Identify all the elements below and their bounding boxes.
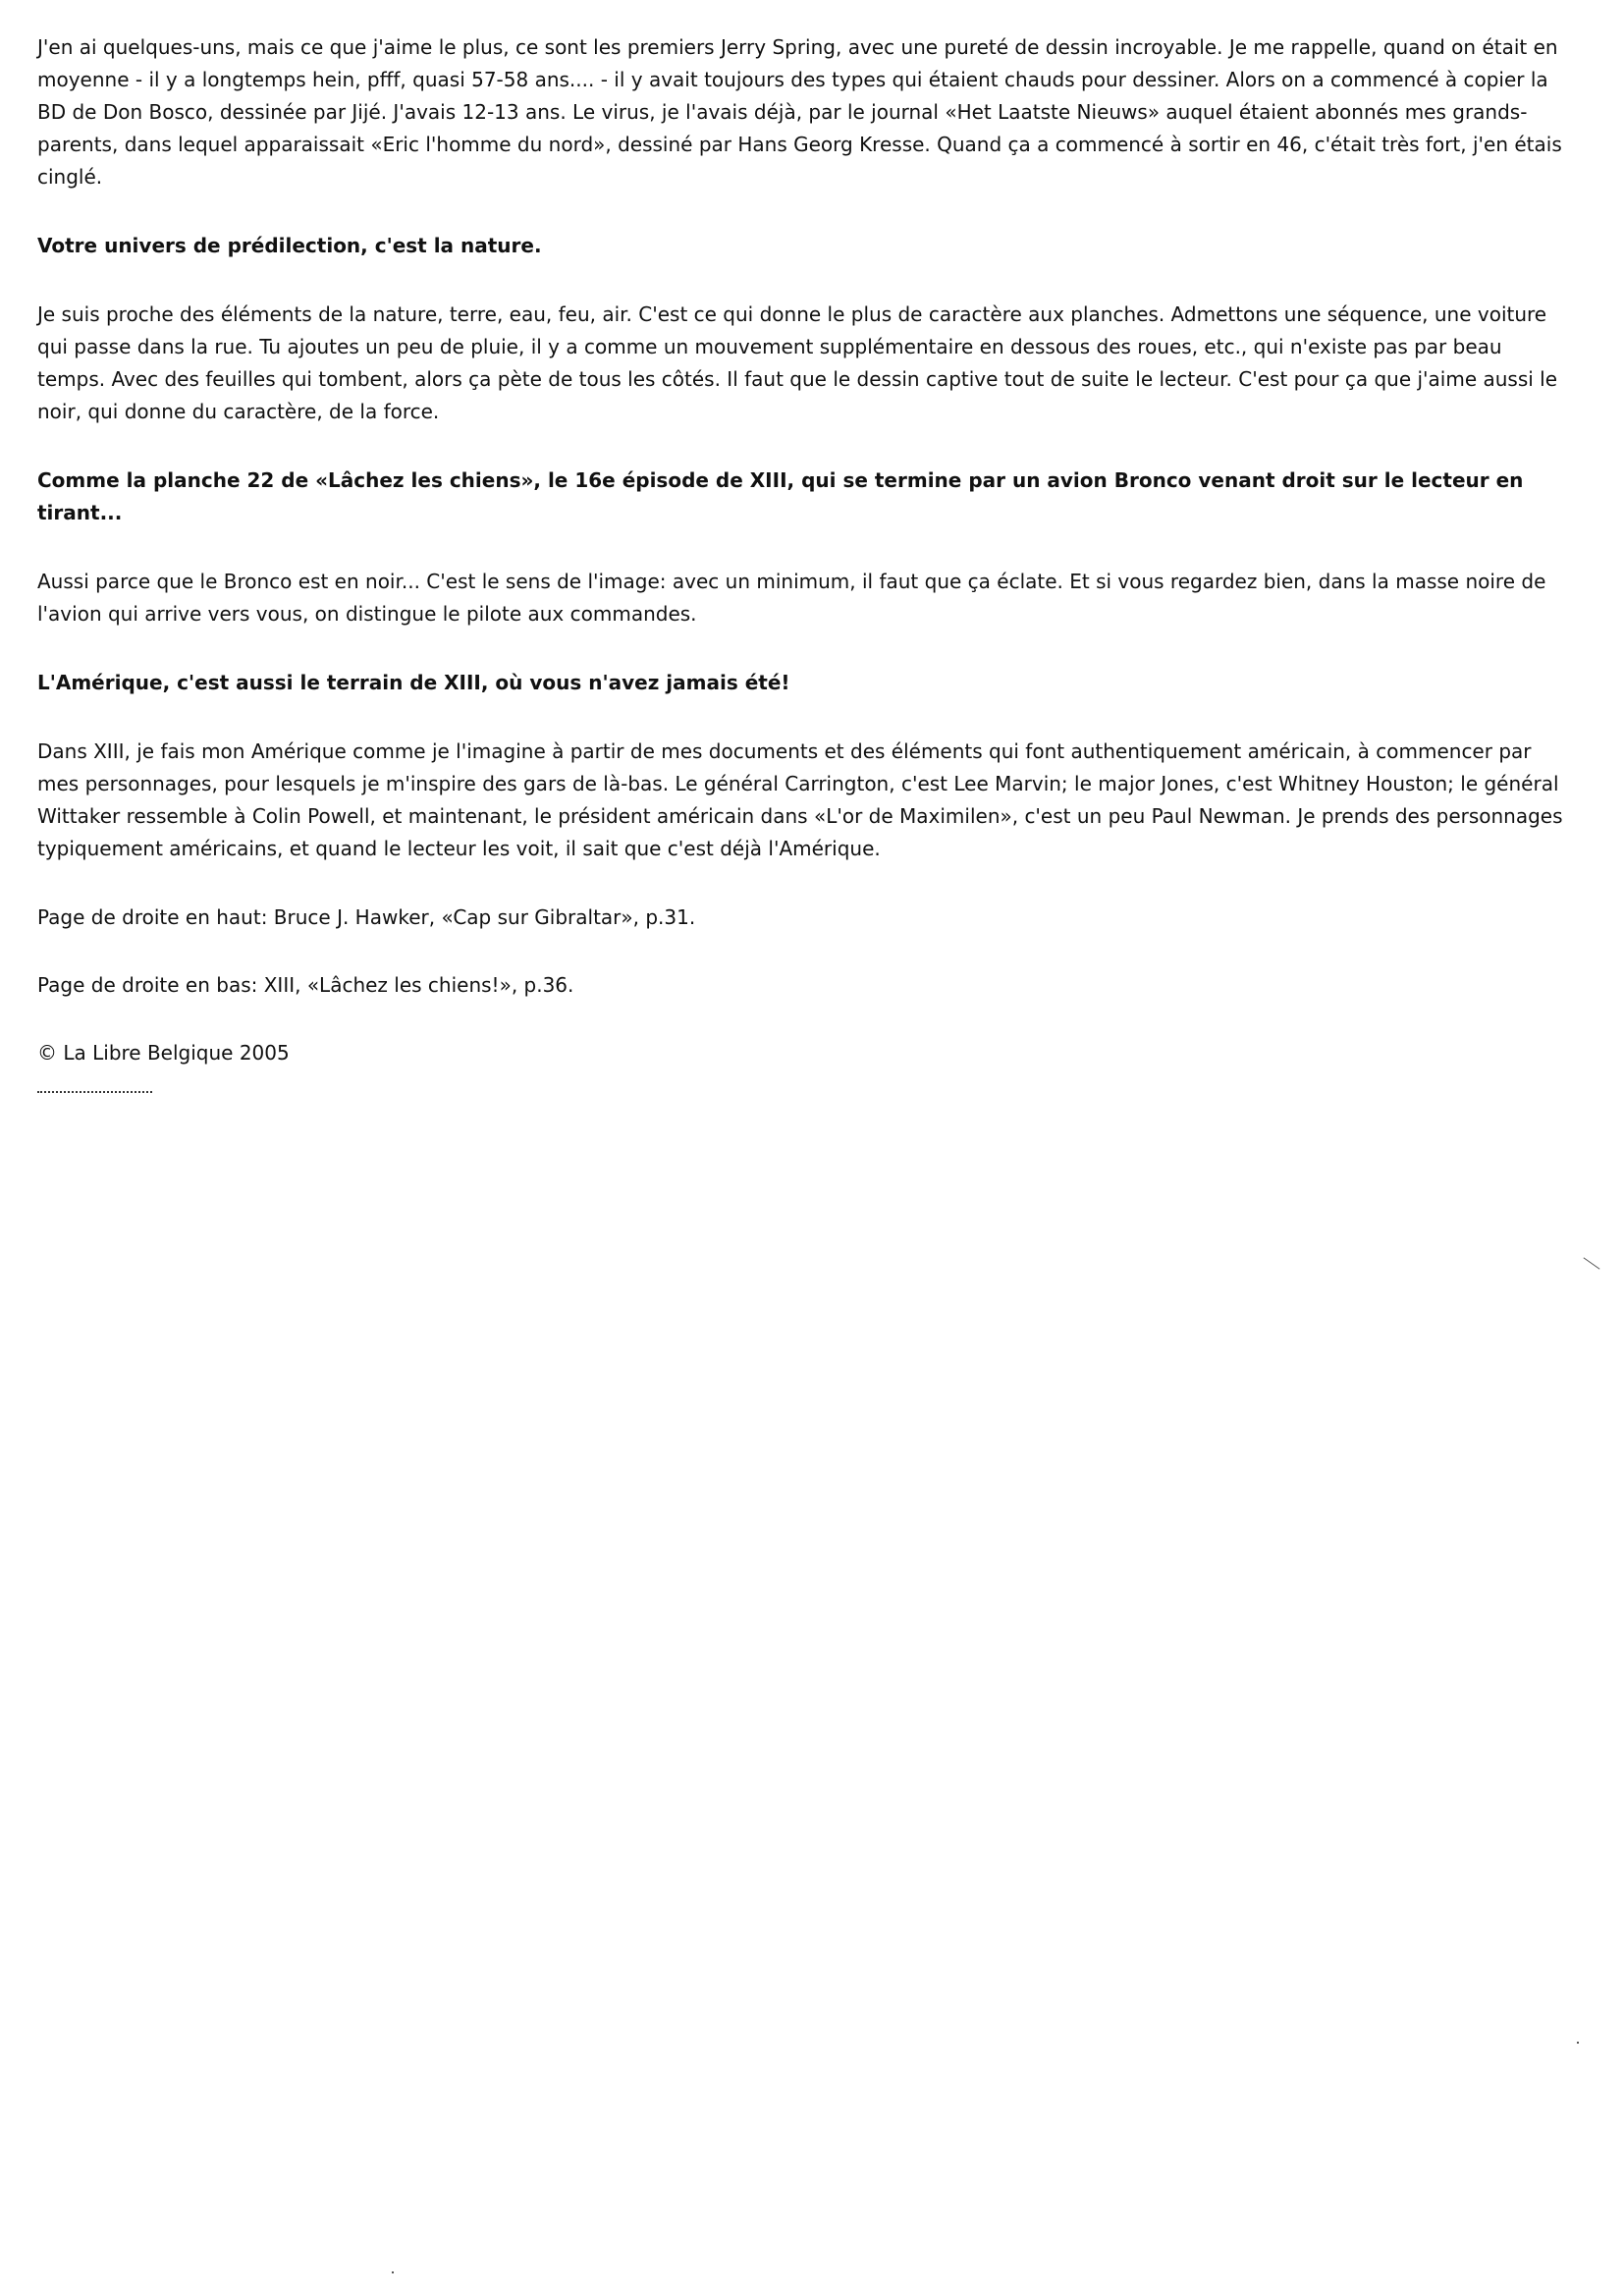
scan-speck bbox=[1584, 1257, 1600, 1269]
interview-question: L'Amérique, c'est aussi le terrain de XIII, où vous n'avez jamais été! bbox=[37, 671, 790, 694]
scan-speck bbox=[392, 2271, 394, 2273]
article-paragraph: Dans XIII, je fais mon Amérique comme je l'imagine à partir de mes documents et des éléments qui font authentiquement américain, à commencer par mes personnages, pour lesquels je m'inspire des gars de là-bas. Le général Carrington, c'est Lee Marvin; le major Jones, c'est Whitney Houston; le général Wittaker ressemble à Colin Powell, et maintenant, le président américain dans «L'or de Maximilen», c'est un peu Paul Newman. Je prends des personnages typiquement américains, et quand le lecteur les voit, il sait que c'est déjà l'Amérique. bbox=[37, 739, 1563, 860]
dotted-separator bbox=[37, 1091, 152, 1093]
image-caption-bottom: Page de droite en bas: XIII, «Lâchez les chiens!», p.36. bbox=[37, 973, 574, 997]
interview-question: Votre univers de prédilection, c'est la nature. bbox=[37, 234, 542, 257]
interview-question: Comme la planche 22 de «Lâchez les chiens», le 16e épisode de XIII, qui se termine par un avion Bronco venant droit sur le lecteur en tirant... bbox=[37, 468, 1524, 524]
article-page bbox=[37, 31, 1569, 1093]
scan-speck bbox=[1577, 2042, 1579, 2044]
copyright-notice: © La Libre Belgique 2005 bbox=[37, 1041, 290, 1065]
article-paragraph: Je suis proche des éléments de la nature, terre, eau, feu, air. C'est ce qui donne le plus de caractère aux planches. Admettons une séquence, une voiture qui passe dans la rue. Tu ajoutes un peu de pluie, il y a comme un mouvement supplémentaire en dessous des roues, etc., qui n'existe pas par beau temps. Avec des feuilles qui tombent, alors ça pète de tous les côtés. Il faut que le dessin captive tout de suite le lecteur. C'est pour ça que j'aime aussi le noir, qui donne du caractère, de la force. bbox=[37, 302, 1558, 423]
image-caption-top: Page de droite en haut: Bruce J. Hawker, «Cap sur Gibraltar», p.31. bbox=[37, 905, 696, 929]
article-paragraph: Aussi parce que le Bronco est en noir... C'est le sens de l'image: avec un minimum, il faut que ça éclate. Et si vous regardez bien, dans la masse noire de l'avion qui arrive vers vous, on distingue le pilote aux commandes. bbox=[37, 570, 1546, 626]
article-paragraph: J'en ai quelques-uns, mais ce que j'aime le plus, ce sont les premiers Jerry Spring, avec une pureté de dessin incroyable. Je me rappelle, quand on était en moyenne - il y a longtemps hein, pfff, quasi 57-58 ans.... - il y avait toujours des types qui étaient chauds pour dessiner. Alors on a commencé à copier la BD de Don Bosco, dessinée par Jijé. J'avais 12-13 ans. Le virus, je l'avais déjà, par le journal «Het Laatste Nieuws» auquel étaient abonnés mes grands-parents, dans lequel apparaissait «Eric l'homme du nord», dessiné par Hans Georg Kresse. Quand ça a commencé à sortir en 46, c'était très fort, j'en étais cinglé. bbox=[37, 35, 1562, 189]
